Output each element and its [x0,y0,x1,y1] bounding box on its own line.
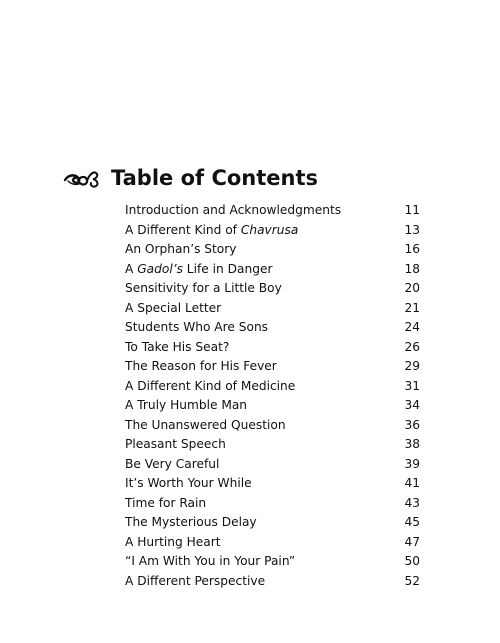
toc-entry-page-number: 43 [404,495,420,510]
toc-entry-title-text: An Orphan’s Story [125,242,237,256]
toc-entry-title [125,572,396,592]
toc-heading [63,166,318,190]
toc-entry-title-text: A Different Perspective [125,573,266,588]
toc-entry-title-italic: Chavrusa [240,222,299,237]
table-of-contents-list [125,201,420,591]
toc-entry-page-number: 21 [404,300,420,315]
toc-entry-title [125,455,396,475]
toc-entry[interactable] [125,377,420,397]
toc-entry-page-number: 34 [404,398,420,412]
toc-entry-title [125,221,396,241]
toc-entry-page-number: 36 [404,417,420,432]
toc-entry-page-number: 31 [404,378,420,393]
toc-entry-title-text: A Special Letter [125,300,222,315]
toc-entry-title-italic: Gadol’s [137,261,183,276]
toc-entry[interactable] [125,240,420,260]
toc-entry[interactable] [125,416,420,436]
toc-entry[interactable] [125,260,420,280]
toc-entry[interactable] [125,357,420,377]
toc-entry-title [125,240,396,260]
toc-entry-title [125,318,396,338]
toc-entry[interactable] [125,396,420,416]
toc-entry-title [125,357,396,377]
toc-entry-title [125,435,396,455]
toc-entry-title-text: A Different Kind of Medicine [125,378,296,393]
toc-entry-title [125,513,396,533]
toc-entry[interactable] [125,494,420,514]
toc-entry-title [125,201,396,221]
toc-entry-page-number: 13 [404,222,420,237]
toc-entry-page-number: 16 [404,242,420,256]
toc-entry[interactable] [125,221,420,241]
toc-entry-title-text: Sensitivity for a Little Boy [125,281,282,295]
toc-entry-page-number: 41 [404,476,420,490]
toc-entry[interactable] [125,279,420,299]
toc-entry[interactable] [125,455,420,475]
decorative-fleuron-icon [63,167,103,189]
toc-entry-title-text: “I Am With You in Your Pain” [125,554,296,568]
toc-entry-title-text: A Hurting Heart [125,534,221,549]
toc-entry[interactable] [125,572,420,592]
toc-entry[interactable] [125,338,420,358]
toc-entry-page-number: 39 [404,456,420,471]
toc-entry-title [125,494,396,514]
toc-entry-title [125,260,396,280]
toc-entry-title-text: The Mysterious Delay [125,515,257,529]
toc-entry-title-text: Students Who Are Sons [125,320,269,334]
toc-entry-title-text: The Unanswered Question [125,417,286,432]
toc-entry-title-text: Time for Rain [125,495,207,510]
toc-entry-page-number: 29 [404,359,420,373]
toc-entry-title [125,338,396,358]
toc-entry-page-number: 38 [404,437,420,451]
toc-entry-page-number: 50 [404,554,420,568]
toc-entry[interactable] [125,513,420,533]
toc-entry-title-text: Be Very Careful [125,456,220,471]
toc-entry-title-text: The Reason for His Fever [125,359,277,373]
toc-entry-page-number: 47 [404,534,420,549]
page-title: Table of Contents [111,166,319,190]
toc-entry-title [125,416,396,436]
toc-entry-page-number: 52 [404,573,420,588]
toc-entry-title-text: To Take His Seat? [125,339,230,354]
toc-entry-title-text: A Different Kind of [125,222,241,237]
toc-entry-title [125,552,396,572]
toc-entry-page-number: 11 [404,203,420,217]
toc-entry[interactable] [125,435,420,455]
toc-entry-title-text: Life in Danger [182,261,273,276]
toc-entry[interactable] [125,299,420,319]
toc-entry-title-text: Pleasant Speech [125,437,226,451]
toc-entry-page-number: 45 [404,515,420,529]
toc-entry-page-number: 20 [404,281,420,295]
toc-entry-title-text: A [125,261,138,276]
toc-entry-title [125,533,396,553]
toc-entry[interactable] [125,552,420,572]
toc-entry-page-number: 24 [404,320,420,334]
toc-entry[interactable] [125,474,420,494]
toc-entry-title-text: It’s Worth Your While [125,476,252,490]
toc-entry-title [125,396,396,416]
toc-entry-page-number: 18 [404,261,420,276]
toc-entry-title [125,474,396,494]
toc-entry-title-text: Introduction and Acknowledgments [125,203,342,217]
toc-entry[interactable] [125,201,420,221]
toc-entry-page-number: 26 [404,339,420,354]
toc-entry-title [125,377,396,397]
toc-entry[interactable] [125,533,420,553]
toc-entry-title [125,299,396,319]
toc-entry-title-text: A Truly Humble Man [125,398,248,412]
toc-entry-title [125,279,396,299]
toc-entry[interactable] [125,318,420,338]
